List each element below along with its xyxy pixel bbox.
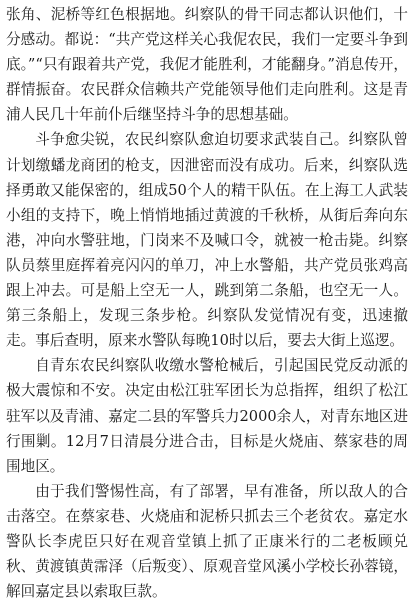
paragraph-3: 自青东农民纠察队收缴水警枪械后，引起国民党反动派的极大震惊和不安。决定由松江驻军团长为总指挥，组织了松江驻军以及青浦、嘉定二县的军警兵力2000余人，对青东地区进行围剿。12月7日清晨分进合击，目标是火烧庙、蔡家巷的周围地区。: [6, 357, 408, 475]
paragraph-2: 斗争愈尖锐，农民纠察队愈迫切要求武装自己。纠察队曾计划缴蟠龙商团的枪支，因泄密而没有成功。后来，纠察队选择勇敢又能保密的，组成50个人的精干队伍。在上海工人武装小组的支持下，晚上悄悄地插过黄渡的千秋桥，从街后奔向东港，冲向水警驻地，门岗来不及喊口令，就被一枪击毙。纠察队员蔡里庭挥着亮闪闪的单刀，冲上水警船，共产党员张鸡高跟上冲去。可是船上空无一人，跳到第二条船，也空无一人。第三条船上，发现三条步枪。纠察队发觉情况有变，迅速撤走。事后查明，原来水警队每晚10时以后，要去大街上巡逻。: [6, 131, 408, 350]
paragraph-4: 由于我们警惕性高，有了部署，早有准备，所以敌人的合击落空。在蔡家巷、火烧庙和泥桥只抓去三个老贫农。嘉定水警队长李虎臣只好在观音堂镇上抓了正康米行的二老板顾兑秋、黄渡镇黄霈泽（后叛变）、原观音堂风溪小学校长孙蓉镜，解回嘉定县以索取巨款。: [6, 482, 408, 601]
paragraph-1: 张角、泥桥等红色根据地。纠察队的骨干同志都认识他们，十分感动。都说：“共产党这样关心我伲农民，我们一定要斗争到底。”“只有跟着共产党，我伲才能胜利，才能翻身。”消息传开，群情振奋。农民群众信赖共产党能领导他们走向胜利。这是青浦人民几十年前仆后继坚持斗争的思想基础。: [6, 6, 408, 124]
